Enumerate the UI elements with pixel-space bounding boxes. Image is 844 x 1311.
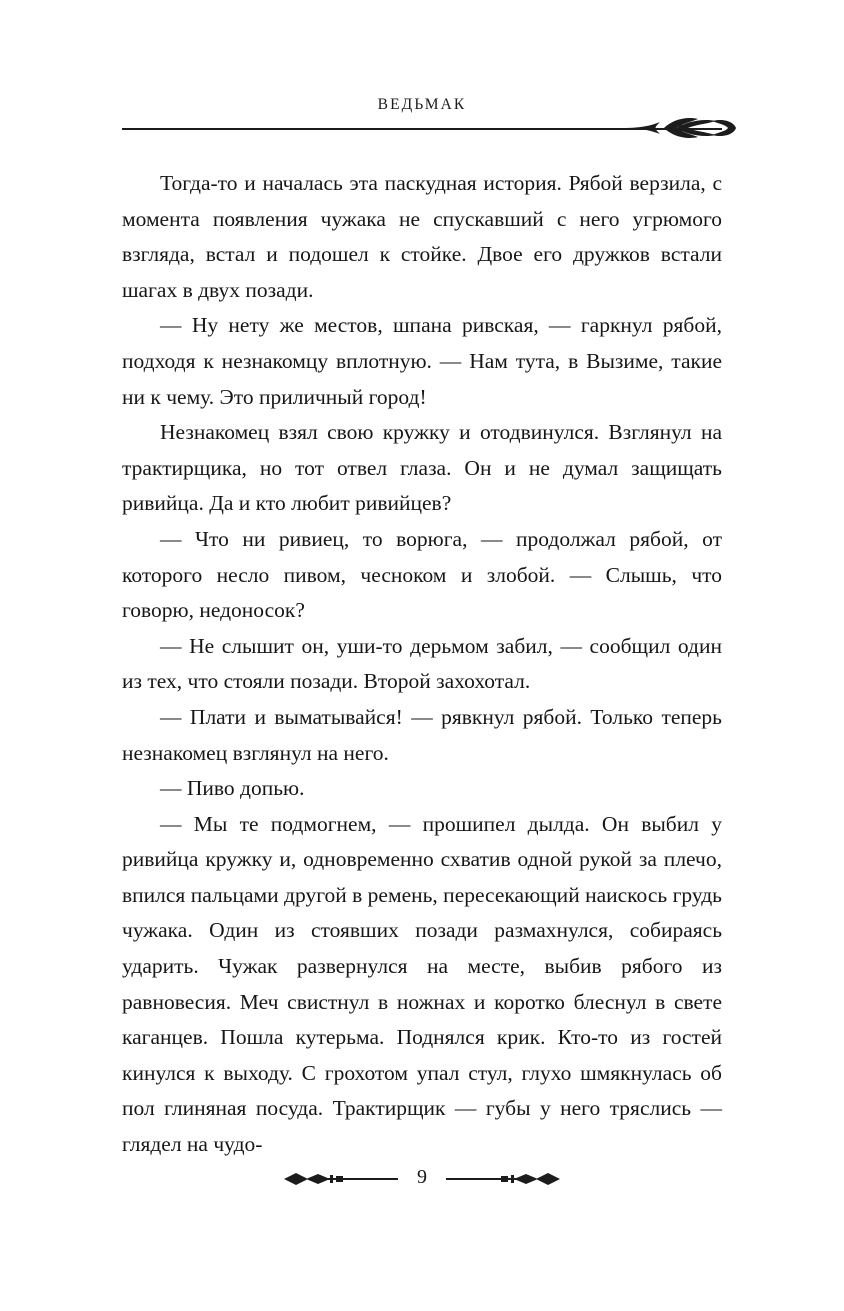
paragraph: — Что ни ривиец, то ворюга, — продолжал рябой, от которого несло пивом, чесноком и злобой. — Слышь, что говорю, недоносок? — [122, 526, 722, 623]
paragraph: — Пиво допью. — [160, 776, 305, 801]
page-footer — [122, 1160, 722, 1206]
running-head: ВЕДЬМАК — [377, 96, 467, 113]
paragraph: — Мы те подмогнем, — прошипел дылда. Он выбил у ривийца кружку и, одновременно схватив одной рукой за плечо, впился пальцами другой в ремень, пересекающий наискось грудь чужака. Один из стоявших позади размахнулся, собираясь ударить. Чужак развернулся на месте, выбив рябого из равновесия. Меч свистнул в ножнах и коротко блеснул в свете каганцев. Пошла кутерьма. Поднялся крик. Кто-то из гостей кинулся к выходу. С грохотом упал стул, глухо шмякнулась об пол глиняная посуда. Трактирщик — губы у него тряслись — глядел на чудо- — [122, 811, 722, 1157]
leaf-flourish-ornament — [620, 110, 738, 146]
paragraph: Незнакомец взял свою кружку и отодвинулся. Взглянул на трактирщика, но тот отвел глаза. Он и не думал защищать ривийца. Да и кто любит ривийцев? — [122, 420, 722, 516]
page-header — [122, 96, 722, 142]
diamond-rule-ornament-right — [434, 1168, 564, 1190]
page-number: 9 — [417, 1166, 427, 1188]
paragraph: Тогда-то и началась эта паскудная история. Рябой верзила, с момента появления чужака не спускавший с него угрюмого взгляда, встал и подошел к стойке. Двое его дружков встали шагах в двух позади. — [122, 171, 722, 302]
paragraph: — Ну нету же местов, шпана ривская, — гаркнул рябой, подходя к незнакомцу вплотную. — Нам тута, в Вызиме, такие ни к чему. Это приличный город! — [122, 313, 722, 409]
paragraph: — Не слышит он, уши-то дерьмом забил, — сообщил один из тех, что стояли позади. Второй захохотал. — [122, 633, 722, 694]
page-body — [122, 166, 722, 1163]
paragraph: — Плати и выматывайся! — рявкнул рябой. Только теперь незнакомец взглянул на него. — [122, 704, 722, 765]
